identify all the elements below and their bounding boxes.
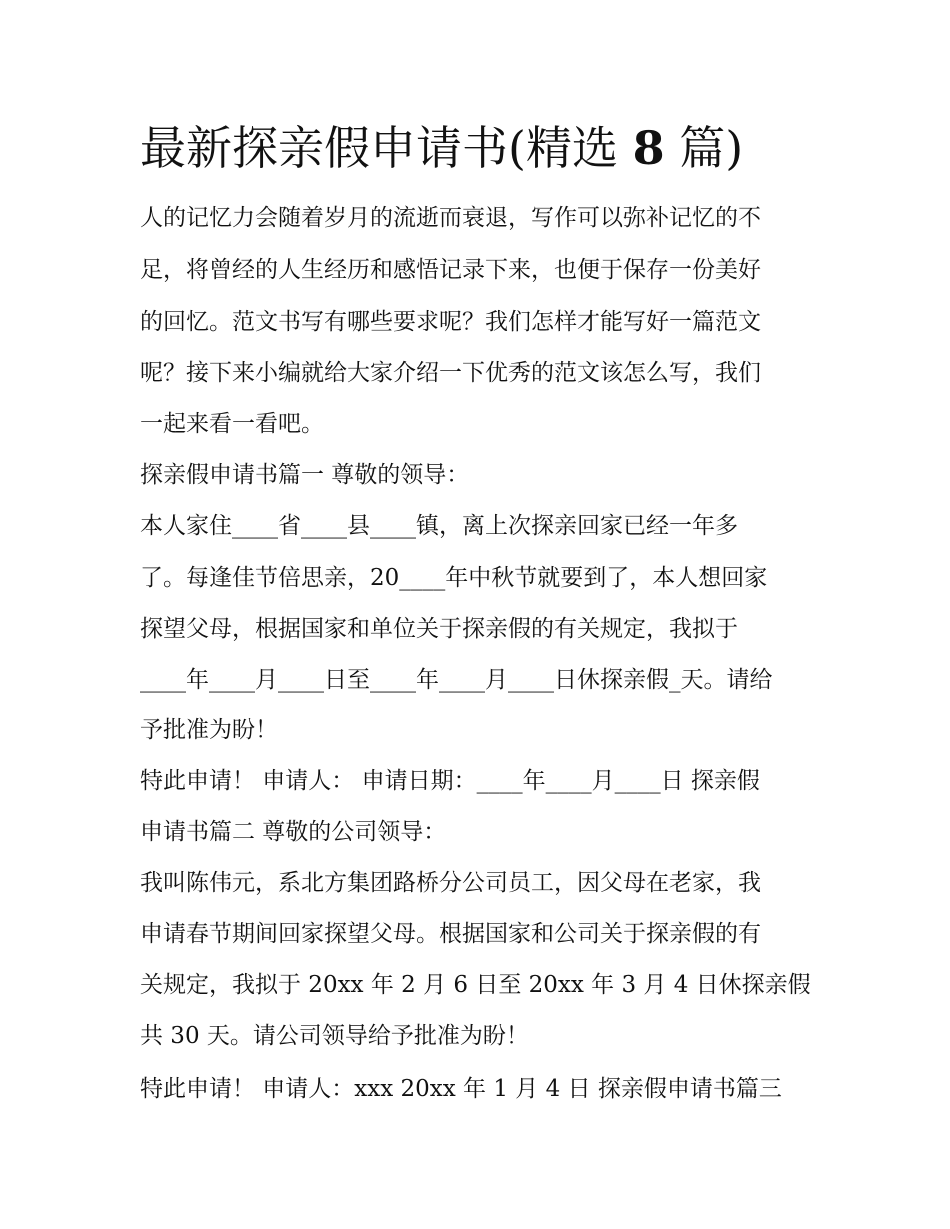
paragraph-line: 人的记忆力会随着岁月的流逝而衰退，写作可以弥补记忆的不: [140, 205, 761, 231]
paragraph-line: 共 30 天。请公司领导给予批准为盼！: [140, 1023, 529, 1049]
paragraph-line: 了。每逢佳节倍思亲，20____年中秋节就要到了，本人想回家: [140, 565, 768, 591]
title-number: 8: [632, 121, 665, 175]
document-title: [140, 118, 840, 178]
paragraph-line: 一起来看一看吧。: [140, 411, 324, 437]
paragraph-line: 申请春节期间回家探望父母。根据国家和公司关于探亲假的有: [140, 921, 761, 947]
paragraph-line: 特此申请！ 申请人：xxx 20xx 年 1 月 4 日 探亲假申请书篇三: [140, 1076, 782, 1102]
paragraph-line: 呢？接下来小编就给大家介绍一下优秀的范文该怎么写，我们: [140, 360, 761, 386]
paragraph-line: 关规定，我拟于 20xx 年 2 月 6 日至 20xx 年 3 月 4 日休探亲假: [140, 972, 811, 998]
paragraph-line: 本人家住____省____县____镇，离上次探亲回家已经一年多: [140, 513, 738, 539]
section-heading: 申请书篇二 尊敬的公司领导：: [140, 819, 447, 845]
paragraph-line: ____年____月____日至____年____月____日休探亲假_天。请给: [140, 667, 773, 693]
paragraph-line: 探望父母，根据国家和单位关于探亲假的有关规定，我拟于: [140, 616, 738, 642]
title-text-start: 最新探亲假申请书(精选: [140, 121, 633, 175]
paragraph-line: 我叫陈伟元，系北方集团路桥分公司员工，因父母在老家，我: [140, 870, 761, 896]
title-text-end: 篇): [664, 121, 744, 175]
paragraph-line: 足，将曾经的人生经历和感悟记录下来，也便于保存一份美好: [140, 257, 761, 283]
paragraph-line: 特此申请！ 申请人： 申请日期：____年____月____日 探亲假: [140, 768, 760, 794]
paragraph-line: 的回忆。范文书写有哪些要求呢？我们怎样才能写好一篇范文: [140, 309, 761, 335]
paragraph-line: 予批准为盼！: [140, 717, 278, 743]
section-heading: 探亲假申请书篇一 尊敬的领导：: [140, 462, 470, 488]
